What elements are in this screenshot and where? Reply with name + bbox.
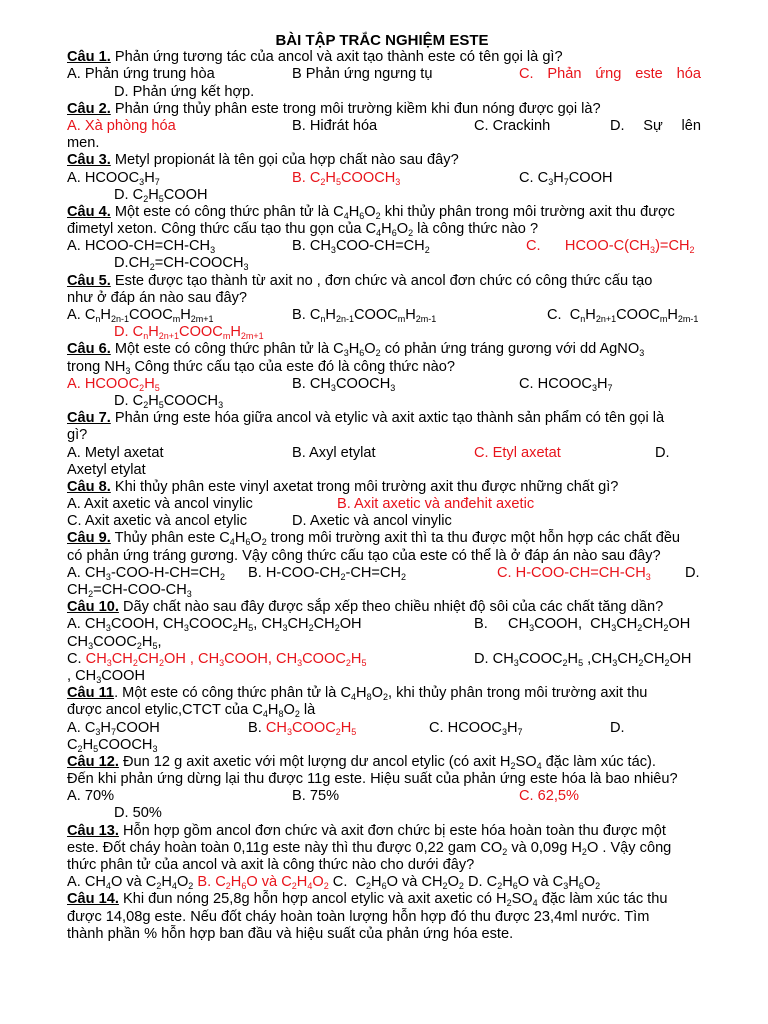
page-title: BÀI TẬP TRẮC NGHIỆM ESTE [275,32,489,49]
option-a: A. 70% [67,788,115,805]
option-a: A. $C_3H_7COOH$ [67,719,160,737]
question-text: Dãy chất nào sau đây được sắp xếp theo chiều nhiệt độ sôi của các chất tăng dần? [118,599,664,616]
option-b: B. $H-COO-CH_2-CH=CH_2$ [248,564,407,582]
option-d-cont: men. [67,135,100,152]
option-c: C. $C_3H_7COOH$ [519,169,613,187]
document-page [67,32,701,943]
question-10 [67,599,701,616]
q2-options-2 [67,135,701,152]
question-14 [67,891,701,908]
option-a: A. $C_nH_{2n-1}COOC_mH_{2m+1}$ [67,307,214,324]
question-13 [67,823,701,840]
option-c: C. $C_nH_{2n+1}COOC_mH_{2m-1}$ [547,307,699,324]
question-11-cont: được ancol etylic,CTCT của $C_4H_8O_2$ là [67,702,316,720]
q6-options [67,376,701,393]
option-a: A. Axit axetic và ancol vinylic [67,496,253,513]
question-1 [67,49,701,66]
question-text: Phản ứng thủy phân este trong môi trường kiềm khi đun nóng được gọi là? [110,100,601,117]
q10-options [67,616,701,633]
option-b: B. $CH_3COO-CH=CH_2$ [292,238,430,256]
question-label: Câu 3. [67,152,111,169]
question-text: Phản ứng tương tác của ancol và axit tạo thành este có tên gọi là gì? [110,49,563,66]
option-a: A. Phản ứng trung hòa [67,66,215,83]
question-label: Câu 11 [67,685,115,702]
question-6-cont: trong $NH_3$ Công thức cấu tạo của este đó là công thức nào? [67,358,456,376]
question-label: Câu 1. [67,49,111,66]
option-c: C. $HCOOC_3H_7$ [519,375,613,393]
option-b: B. $CH_3COOH$, $CH_3CH_2CH_2OH$ [474,616,691,634]
question-12-cont: Đến khi phản ứng dừng lại thu được 11g este. Hiệu suất của phản ứng este hóa là bao nhiêu? [67,771,678,788]
option-a: A. $HCOOC_3H_7$ [67,169,160,187]
option-b: B. Axyl etylat [292,444,376,461]
question-13-cont-2: thức phân tử của ancol và axit là công thức nào cho dưới đây? [67,857,475,873]
q2-options [67,118,701,135]
option-b-cont: $CH_3COOC_2H_5$, [67,633,162,651]
option-c: C. Axit axetic và ancol etylic [67,513,248,530]
option-b: B. Axit axetic và anđehit axetic [337,496,535,513]
q10-options-3 [67,651,701,668]
q7-options [67,445,701,462]
option-c: C. 62,5% [519,788,580,805]
question-label: Câu 2. [67,100,111,117]
option-a: A. $CH_3-COO-H-CH=CH_2$ [67,564,225,582]
q3-options-2 [67,187,701,204]
q1-options [67,66,701,83]
question-5 [67,273,701,290]
question-9-cont: có phản ứng tráng gương. Vậy công thức cấu tạo của este có thể là ở đáp án nào sau đây? [67,547,661,564]
question-11 [67,685,701,702]
question-text: Thủy phân este $C_4H_6O_2$ trong môi trường axit thì ta thu được một hỗn hợp các chất đều [110,530,681,548]
option-c: C. Etyl axetat [474,444,561,461]
option-a: A. Xà phòng hóa [67,117,176,134]
question-9 [67,530,701,547]
option-d: D. Sự lên [610,117,701,134]
option-d: D. $C_nH_{2n+1}COOC_mH_{2m+1}$ [114,324,264,342]
q8-options [67,496,701,513]
q4-options-2 [67,255,701,272]
option-b: B. 75% [292,788,340,805]
question-13-cont: este. Đốt cháy hoàn toàn 0,11g este này thì thu được 0,22 gam $CO_2$ và 0,09g $H_2O$ . Vậy công [67,839,672,857]
q5-options [67,307,701,324]
q5-options-2 [67,324,701,341]
question-label: Câu 8. [67,478,111,495]
option-b: B. Hiđrát hóa [292,117,378,134]
question-label: Câu 9. [67,530,111,547]
option-d: $D.CH_2=CH-COOCH_3$ [114,255,249,273]
question-text: . Một este có công thức phân tử là $C_4H_8O_2$, khi thủy phân trong môi trường axit thu [114,685,648,703]
option-c: C. $HCOOC_3H_7$ [429,719,523,737]
option-d-cont: , $CH_3COOH$ [67,667,145,685]
question-text: Este được tạo thành từ axit no , đơn chức và ancol đơn chức có công thức cấu tạo [110,272,653,289]
option-b: B. $C_2H_5COOCH_3$ [292,169,401,187]
q3-options [67,170,701,187]
q10-options-4 [67,668,701,685]
question-label: Câu 4. [67,203,111,220]
question-text: Một este có công thức phân tử là $C_4H_6O_2$ khi thủy phân trong môi trường axit thu được [110,203,675,221]
option-c: C. Phản ứng este hóa [519,66,701,83]
option-c: C. HCOO-$C(CH_3)=CH_2$ [526,238,695,256]
option-b: B Phản ứng ngưng tụ [292,66,433,83]
q10-options-2 [67,634,701,651]
question-label: Câu 5. [67,272,111,289]
question-7-cont: gì? [67,427,88,444]
question-text: Khi thủy phân este vinyl axetat trong môi trường axit thu được những chất gì? [110,478,619,495]
option-d: D. $C_2H_5COOCH_3$ [114,392,224,410]
option-d: D. 50% [114,805,162,822]
question-label: Câu 14. [67,891,119,908]
question-4-cont: đimetyl xeton. Công thức cấu tạo thu gọn của $C_4H_6O_2$ là công thức nào ? [67,221,539,239]
question-text: Hỗn hợp gồm ancol đơn chức và axit đơn chức bị este hóa hoàn toàn thu được một [118,822,666,839]
option-b: B. $CH_3COOCH_3$ [292,375,396,393]
option-d: D. [610,719,625,736]
question-14-cont-2: thành phần % hỗn hợp ban đầu và hiệu suất của phản ứng hóa este. [67,925,514,942]
question-label: Câu 10. [67,599,119,616]
q9-options [67,565,701,582]
option-d: D. [685,564,700,581]
question-6 [67,341,701,358]
option-c: C. $CH_3CH_2CH_2OH$ , $CH_3COOH$, $CH_3COOC_2H_5$ [67,650,367,668]
q4-options [67,238,701,255]
question-label: Câu 6. [67,341,111,358]
option-d: D. [655,444,670,461]
option-a: A. Metyl axetat [67,444,164,461]
question-8 [67,479,701,496]
option-b: B. $CH_3COOC_2H_5$ [248,719,357,737]
question-text: Phản ứng este hóa giữa ancol và etylic và axit axtic tạo thành sản phẩm có tên gọi là [110,410,665,427]
question-3 [67,152,701,169]
option-d-cont: $CH_2=CH-COO-CH_3$ [67,582,192,599]
q13-options: A. $CH_4O$ và $C_2H_4O_2$ B. $C_2H_6O$ và $C_2H_4O_2$ C. $C_2H_6O$ và $CH_2O_2$ D. $C_2H_6O$ và $C_3H_6O_2$ [67,874,601,892]
question-label: Câu 13. [67,822,119,839]
option-a: A. HCOO-$CH=CH-CH_3$ [67,238,216,256]
q8-options-2 [67,513,701,530]
question-text: Khi đun nóng 25,8g hỗn hợp ancol etylic và axit axetic có $H_2SO_4$ đặc làm xúc tác thu [118,891,668,909]
question-12 [67,754,701,771]
option-a: A. $CH_3COOH$, $CH_3COOC_2H_5$, $CH_3CH_2CH_2OH$ [67,616,362,634]
q12-options [67,788,701,805]
q11-options [67,720,701,737]
option-d: D. Phản ứng kết hợp. [114,83,255,100]
question-label: Câu 12. [67,753,119,770]
option-d-cont: $C_2H_5COOCH_3$ [67,736,158,754]
q6-options-2 [67,393,701,410]
q9-options-2 [67,582,701,599]
question-2 [67,101,701,118]
question-5-cont: như ở đáp án nào sau đây? [67,289,248,306]
option-d: D. $CH_3COOC_2H_5$ $,CH_3CH_2CH_2OH$ [474,650,692,668]
option-d-cont: Axetyl etylat [67,461,146,478]
question-text: Một este có công thức phân tử là $C_3H_6O_2$ có phản ứng tráng gương với dd AgNO$_3$ [110,341,645,359]
question-label: Câu 7. [67,410,111,427]
q11-options-2 [67,737,701,754]
option-c: C. $H-COO-CH=CH-CH_3$ [497,564,651,582]
question-14-cont: được 14,08g este. Nếu đốt cháy hoàn toàn lượng hỗn hợp đó thu được 23,4ml nước. Tìm [67,908,650,925]
question-text: Metyl propionát là tên gọi của hợp chất nào sau đây? [110,152,459,169]
option-d: D. Axetic và ancol vinylic [292,513,452,530]
option-b: B. $C_nH_{2n-1}COOC_mH_{2m-1}$ [292,307,437,324]
q12-options-2 [67,805,701,822]
q7-options-2 [67,462,701,479]
q1-options-2 [67,84,701,101]
question-7 [67,410,701,427]
option-d: D. $C_2H_5COOH$ [114,186,208,204]
option-a: A. $HCOOC_2H_5$ [67,375,160,393]
question-4 [67,204,701,221]
question-text: Đun 12 g axit axetic với một lượng dư ancol etylic (có axit $H_2SO_4$ đặc làm xúc tác). [118,753,656,771]
option-c: C. Crackinh [474,117,551,134]
